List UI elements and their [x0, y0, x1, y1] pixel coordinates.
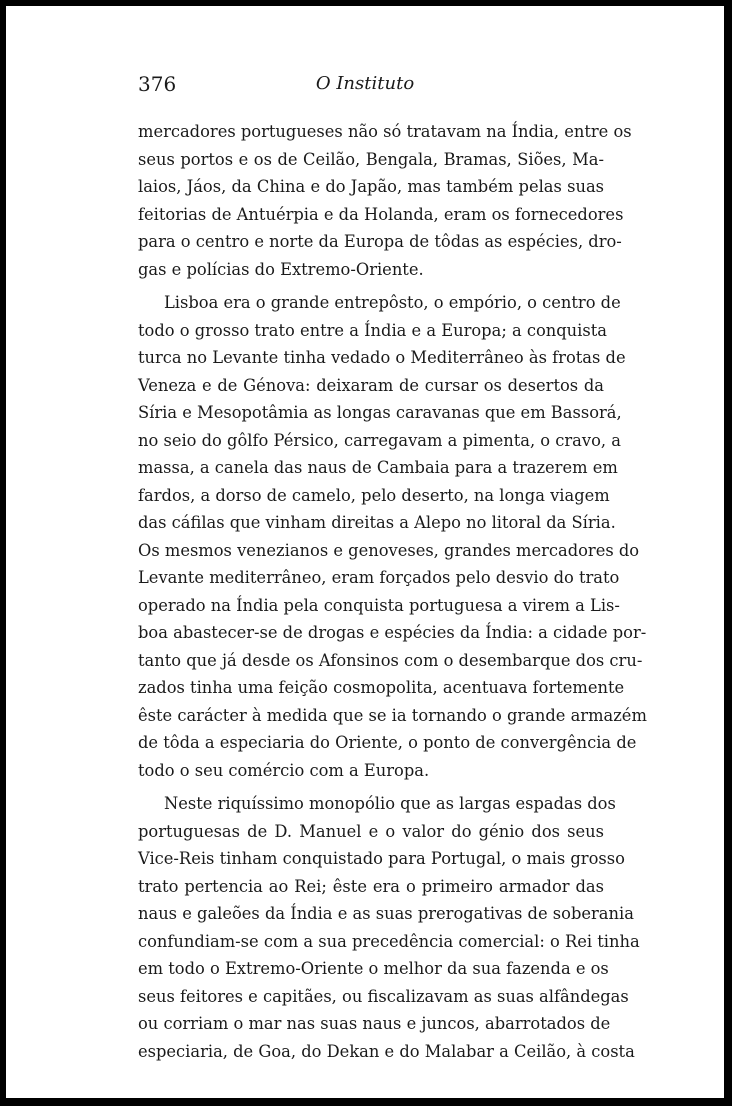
text-line: tanto que já desde os Afonsinos com o desembarque dos cru- — [138, 650, 643, 670]
text-line: boa abastecer-se de drogas e espécies da Índia: a cidade por- — [138, 623, 647, 642]
text-line: de tôda a especiaria do Oriente, o ponto de convergência de — [138, 733, 637, 752]
text-line: Síria e Mesopotâmia as longas caravanas que em Bassorá, — [138, 403, 622, 422]
text-line: Os mesmos venezianos e genoveses, grandes mercadores do — [138, 540, 640, 560]
paragraph — [138, 289, 647, 784]
text-line: para o centro e norte da Europa de tôdas as espécies, dro- — [138, 232, 622, 251]
text-line: Levante mediterrâneo, eram forçados pelo desvio do trato — [138, 568, 620, 587]
text-line: das cáfilas que vinham direitas a Alepo no litoral da Síria. — [138, 513, 616, 532]
book-page — [6, 6, 724, 1098]
text-line: todo o grosso trato entre a Índia e a Europa; a conquista — [138, 320, 607, 340]
text-line: turca no Levante tinha vedado o Mediterrâneo às frotas de — [138, 348, 626, 367]
paragraph — [138, 790, 640, 1065]
text-line: seus feitores e capitães, ou fiscalizavam as suas alfândegas — [138, 986, 629, 1006]
text-line: trato pertencia ao Rei; êste era o primeiro armador das — [138, 876, 604, 896]
text-line: zados tinha uma feição cosmopolita, acentuava fortemente — [138, 678, 625, 697]
text-line: especiaria, de Goa, do Dekan e do Malabar a Ceilão, à costa — [138, 1041, 635, 1061]
text-line: Vice-Reis tinham conquistado para Portugal, o mais grosso — [138, 849, 625, 868]
running-title: O Instituto — [315, 73, 415, 94]
text-line: massa, a canela das naus de Cambaia para a trazerem em — [138, 458, 618, 477]
text-line: gas e polícias do Extremo-Oriente. — [138, 259, 424, 279]
paragraph — [138, 118, 632, 283]
text-line: Lisboa era o grande entrepôsto, o empório, o centro de — [164, 293, 621, 312]
text-line: êste carácter à medida que se ia tornando o grande armazém — [138, 705, 647, 725]
text-line: naus e galeões da Índia e as suas prerogativas de soberania — [138, 904, 634, 923]
text-line: seus portos e os de Ceilão, Bengala, Bramas, Siões, Ma- — [138, 149, 604, 169]
body-text — [138, 118, 647, 1065]
text-line: Veneza e de Génova: deixaram de cursar os desertos da — [138, 375, 604, 395]
text-line: operado na Índia pela conquista portuguesa a virem a Lis- — [138, 595, 620, 615]
text-line: Neste riquíssimo monopólio que as largas espadas dos — [164, 794, 616, 813]
text-line: ou corriam o mar nas suas naus e juncos, abarrotados de — [138, 1014, 611, 1033]
text-line: portuguesas de D. Manuel e o valor do génio dos seus — [138, 821, 604, 841]
text-line: no seio do gôlfo Pérsico, carregavam a pimenta, o cravo, a — [138, 430, 621, 450]
text-line: mercadores portugueses não só tratavam na Índia, entre os — [138, 122, 632, 141]
text-line: laios, Jáos, da China e do Japão, mas também pelas suas — [138, 177, 604, 196]
text-line: fardos, a dorso de camelo, pelo deserto, na longa viagem — [138, 485, 610, 505]
text-line: todo o seu comércio com a Europa. — [138, 760, 430, 780]
text-line: em todo o Extremo-Oriente o melhor da sua fazenda e os — [138, 959, 609, 978]
text-line: confundiam-se com a sua precedência comercial: o Rei tinha — [138, 931, 640, 951]
text-line: feitorias de Antuérpia e da Holanda, eram os fornecedores — [138, 204, 624, 224]
page-number: 376 — [138, 72, 177, 96]
